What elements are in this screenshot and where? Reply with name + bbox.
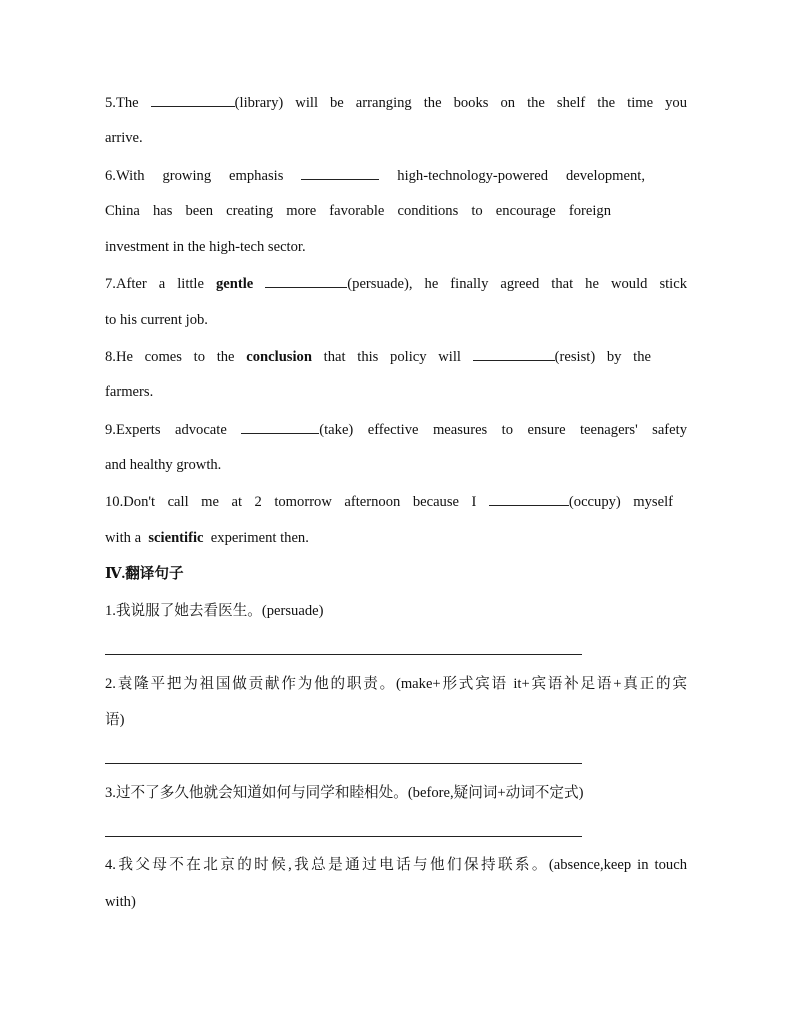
- item-5-line-1: [105, 92, 687, 113]
- item-10-line-2: [105, 528, 687, 548]
- item-8-rest: (resist) by the: [554, 349, 652, 365]
- item-6-rest: high-technology-powered development,: [397, 168, 646, 184]
- translation-4-prompt-line-2: with): [105, 894, 136, 910]
- item-9-rest: (take) effective measures to ensure teenagers' safety: [319, 422, 687, 438]
- item-8-middle: that this policy will: [323, 349, 461, 365]
- answer-blank[interactable]: [265, 273, 347, 288]
- item-6-line-1: [105, 165, 645, 186]
- translation-2-prompt-line-2: 语): [105, 712, 125, 728]
- item-9-prefix: 9.Experts advocate: [105, 422, 227, 438]
- answer-blank[interactable]: [241, 419, 319, 434]
- item-7-rest: (persuade), he finally agreed that he would stick: [347, 276, 688, 292]
- item-5-prefix: 5.The: [105, 95, 139, 111]
- item-6-prefix: 6.With growing emphasis: [105, 168, 284, 184]
- translation-2-prompt-line-1: 2.袁隆平把为祖国做贡献作为他的职责。(make+形式宾语 it+宾语补足语+真正的宾: [105, 676, 687, 692]
- answer-blank[interactable]: [301, 165, 379, 180]
- item-7-prefix: 7.After a little: [105, 276, 204, 292]
- item-6-line-2: China has been creating more favorable conditions to encourage foreign: [105, 203, 611, 219]
- answer-line[interactable]: [105, 836, 582, 837]
- item-6-line-3: investment in the high-tech sector.: [105, 239, 306, 255]
- item-10-line-2-prefix: with a: [105, 530, 142, 546]
- answer-line[interactable]: [105, 763, 582, 764]
- item-9-line-2: and healthy growth.: [105, 457, 222, 473]
- translation-1-prompt: 1.我说服了她去看医生。(persuade): [105, 603, 324, 619]
- answer-blank[interactable]: [489, 491, 569, 506]
- item-5-line-2: arrive.: [105, 130, 143, 146]
- translation-3-prompt: 3.过不了多久他就会知道如何与同学和睦相处。(before,疑问词+动词不定式): [105, 785, 584, 801]
- answer-blank[interactable]: [473, 346, 555, 361]
- item-8-prefix: 8.He comes to the: [105, 349, 235, 365]
- item-10-keyword: scientific: [148, 530, 204, 546]
- item-10-line-2-rest: experiment then.: [210, 530, 309, 546]
- item-8-keyword: conclusion: [246, 349, 312, 365]
- item-5-rest: (library) will be arranging the books on the shelf the time you: [234, 95, 687, 111]
- item-10-line-1: [105, 491, 673, 512]
- item-8-line-2: farmers.: [105, 384, 154, 400]
- item-9-line-1: [105, 419, 687, 440]
- answer-blank[interactable]: [151, 92, 235, 107]
- section-heading: Ⅳ.翻译句子: [105, 566, 184, 582]
- item-8-line-1: [105, 346, 651, 367]
- answer-line[interactable]: [105, 654, 582, 655]
- item-7-keyword: gentle: [215, 276, 254, 292]
- translation-4-prompt-line-1: 4.我父母不在北京的时候,我总是通过电话与他们保持联系。(absence,keep in touch: [105, 857, 687, 873]
- item-10-rest: (occupy) myself: [568, 494, 673, 510]
- item-7-line-2: to his current job.: [105, 312, 208, 328]
- item-7-line-1: [105, 273, 687, 294]
- item-10-prefix: 10.Don't call me at 2 tomorrow afternoon because I: [105, 494, 477, 510]
